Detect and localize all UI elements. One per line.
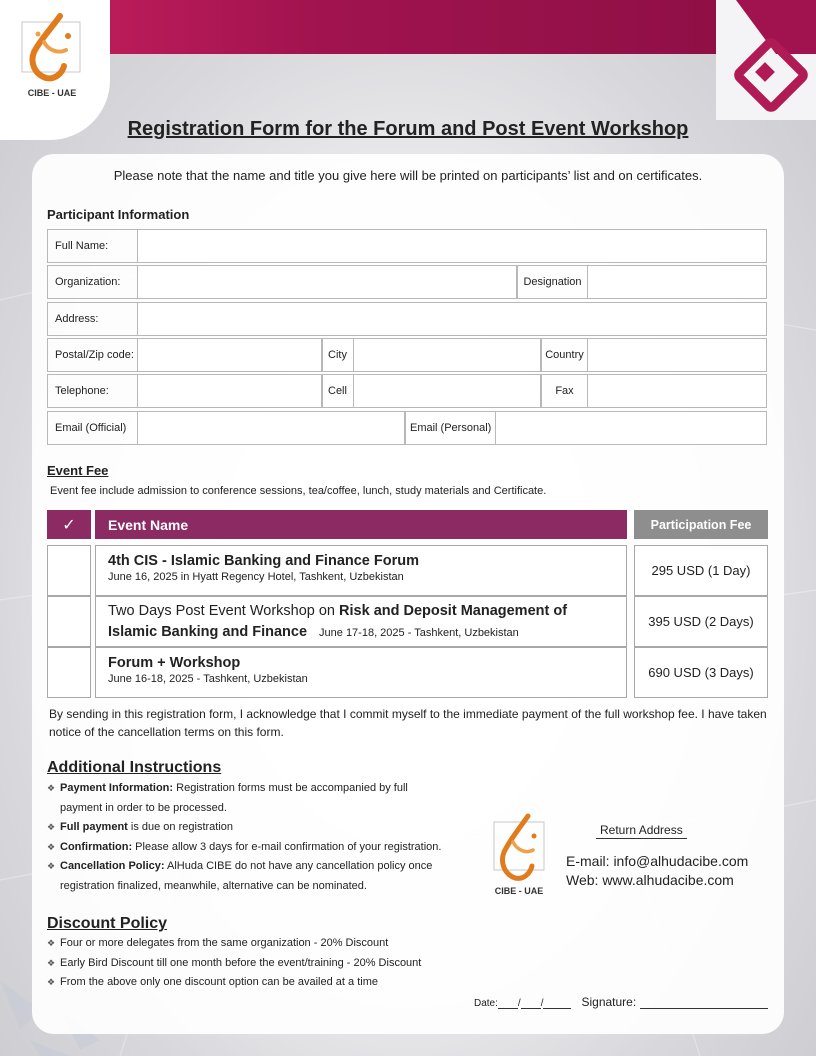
contact-email[interactable]: E-mail: info@alhudacibe.com xyxy=(566,853,749,869)
return-address-label: Return Address xyxy=(596,823,687,839)
participation-fee-header: Participation Fee xyxy=(634,510,768,539)
event-1-checkbox[interactable] xyxy=(47,545,91,596)
event-2-name xyxy=(95,596,627,647)
top-band xyxy=(0,0,816,54)
email-official-label: Email (Official) xyxy=(47,411,137,445)
telephone-field[interactable] xyxy=(137,374,322,408)
full-name-field[interactable] xyxy=(137,229,767,263)
cell-field[interactable] xyxy=(353,374,541,408)
email-personal-label: Email (Personal) xyxy=(405,411,495,445)
email-official-field[interactable] xyxy=(137,411,405,445)
postal-field[interactable] xyxy=(137,338,322,372)
event-3-checkbox[interactable] xyxy=(47,647,91,698)
cell-label: Cell xyxy=(322,374,353,408)
event-2-title-bold: Risk and Deposit Management of xyxy=(339,603,568,619)
select-column-header xyxy=(47,510,91,539)
diamond-bullet-icon: ❖ xyxy=(47,841,56,852)
city-label: City xyxy=(322,338,353,372)
date-year-field[interactable] xyxy=(543,999,571,1009)
instruction-item: payment in order to be processed. xyxy=(60,801,227,814)
instruction-item: ❖ Confirmation: Please allow 3 days for e-mail confirmation of your registration. xyxy=(47,838,441,858)
page-title: Registration Form for the Forum and Post Event Workshop xyxy=(127,118,689,140)
acknowledgement-text: By sending in this registration form, I acknowledge that I commit myself to the immediate payment of the full workshop fee. I have taken notice of the cancellation terms on this form. xyxy=(49,707,767,739)
date-label: Date: xyxy=(474,998,498,1009)
email-personal-field[interactable] xyxy=(495,411,767,445)
checkmark-icon: ✓ xyxy=(62,516,76,534)
date-month-field[interactable] xyxy=(521,999,541,1009)
participant-heading: Participant Information xyxy=(47,207,190,222)
diamond-bullet-icon: ❖ xyxy=(47,938,56,948)
event-3-title: Forum + Workshop xyxy=(108,655,241,671)
address-field[interactable] xyxy=(137,302,767,336)
row-postal xyxy=(47,338,767,372)
discount-item: ❖ Four or more delegates from the same organization - 20% Discount xyxy=(47,934,421,954)
event-1-name xyxy=(95,545,627,596)
event-1-detail: June 16, 2025 in Hyatt Regency Hotel, Tashkent, Uzbekistan xyxy=(108,571,404,583)
event-2-title-line-2 xyxy=(108,623,614,642)
instruction-item: ❖ Payment Information: Registration forms must be accompanied by full xyxy=(47,779,441,799)
telephone-label: Telephone: xyxy=(47,374,137,408)
diamond-bullet-icon: ❖ xyxy=(47,957,56,968)
event-fee-heading: Event Fee xyxy=(47,463,109,478)
date-signature-line: Date: / / Signature: xyxy=(474,995,768,1009)
alhuda-logo-secondary xyxy=(488,812,550,898)
alhuda-logo-icon xyxy=(14,12,90,88)
instructions-heading: Additional Instructions xyxy=(47,759,222,776)
event-2-title-bold-2: Islamic Banking and Finance xyxy=(108,624,308,640)
event-1-fee: 295 USD (1 Day) xyxy=(634,545,768,596)
full-name-label: Full Name: xyxy=(47,229,137,263)
instructions-list xyxy=(47,779,441,896)
row-organization xyxy=(47,265,767,299)
print-note: Please note that the name and title you give here will be printed on participants’ list and on certificates. xyxy=(113,168,703,183)
signature-label: Signature: xyxy=(581,995,637,1009)
instruction-item: registration finalized, meanwhile, alternative can be nominated. xyxy=(60,879,367,892)
address-label: Address: xyxy=(47,302,137,336)
event-2-detail: June 17-18, 2025 - Tashkent, Uzbekistan xyxy=(319,627,519,639)
event-1-title: 4th CIS - Islamic Banking and Finance Forum xyxy=(108,553,419,569)
date-day-field[interactable] xyxy=(498,999,518,1009)
organization-label: Organization: xyxy=(47,265,137,299)
alhuda-logo xyxy=(14,12,90,104)
event-2-title-plain: Two Days Post Event Workshop on xyxy=(108,603,340,619)
instruction-item: ❖ Full payment is due on registration xyxy=(47,818,441,838)
row-telephone xyxy=(47,374,767,408)
row-full-name xyxy=(47,229,767,263)
event-3-fee: 690 USD (3 Days) xyxy=(634,647,768,698)
country-field[interactable] xyxy=(587,338,767,372)
discount-list xyxy=(47,934,421,993)
event-2-title-line-1 xyxy=(108,602,614,620)
logo-caption: CIBE - UAE xyxy=(494,886,544,896)
designation-label: Designation xyxy=(517,265,587,299)
diamond-bullet-icon: ❖ xyxy=(47,822,56,832)
discount-item: ❖ Early Bird Discount till one month before the event/training - 20% Discount xyxy=(47,954,421,974)
event-fee-description: Event fee include admission to conference sessions, tea/coffee, lunch, study materials and Certificate. xyxy=(50,485,547,497)
event-3-detail: June 16-18, 2025 - Tashkent, Uzbekistan xyxy=(108,673,308,685)
signature-field[interactable] xyxy=(640,999,768,1009)
logo-caption: CIBE - UAE xyxy=(27,88,77,98)
contact-website[interactable]: Web: www.alhudacibe.com xyxy=(566,872,734,888)
event-2-fee: 395 USD (2 Days) xyxy=(634,596,768,647)
corner-emblem xyxy=(716,0,816,120)
row-address xyxy=(47,302,767,336)
country-label: Country xyxy=(541,338,587,372)
designation-field[interactable] xyxy=(587,265,767,299)
fax-field[interactable] xyxy=(587,374,767,408)
postal-label: Postal/Zip code: xyxy=(47,338,137,372)
diamond-bullet-icon: ❖ xyxy=(47,861,56,871)
diamond-bullet-icon: ❖ xyxy=(47,783,56,793)
discount-item: ❖ From the above only one discount option can be availed at a time xyxy=(47,973,421,993)
discount-heading: Discount Policy xyxy=(47,915,168,932)
event-name-header: Event Name xyxy=(95,510,627,539)
city-field[interactable] xyxy=(353,338,541,372)
instruction-item: ❖ Cancellation Policy: AlHuda CIBE do not have any cancellation policy once xyxy=(47,857,441,877)
organization-field[interactable] xyxy=(137,265,517,299)
event-3-name xyxy=(95,647,627,698)
diamond-bullet-icon: ❖ xyxy=(47,977,56,987)
fax-label: Fax xyxy=(541,374,587,408)
event-2-checkbox[interactable] xyxy=(47,596,91,647)
alhuda-logo-icon xyxy=(488,812,550,886)
row-email xyxy=(47,411,767,445)
